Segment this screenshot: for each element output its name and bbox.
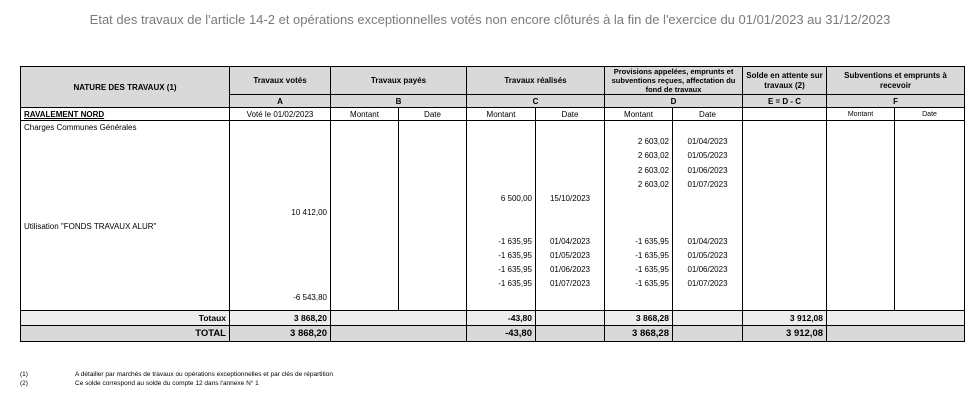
col-votes: [230, 121, 331, 311]
col-prov-montant-line: -1 635,95: [635, 236, 669, 246]
col-votes-line: [233, 249, 327, 263]
col-realises-montant-line: -1 635,95: [498, 250, 532, 260]
col-nature-line: [24, 178, 226, 192]
col-realises-montant-line: -1 635,95: [498, 279, 532, 289]
letter-f: F: [827, 95, 965, 108]
col-nature-line: [24, 249, 226, 263]
col-prov-date-line: [676, 206, 739, 220]
col-nature-line: [24, 235, 226, 249]
col-votes-line: [233, 178, 327, 192]
col-realises-date-line: [539, 135, 601, 149]
col-prov-date-line: 01/04/2023: [687, 236, 728, 246]
col-prov-date-line: 01/04/2023: [687, 137, 728, 147]
letter-d: D: [605, 95, 743, 108]
prov-montant-label: Montant: [605, 108, 673, 121]
col-prov-montant-line: 2 603,02: [637, 179, 669, 189]
col-realises-montant-line: -1 635,95: [498, 264, 532, 274]
col-realises-montant-line: [470, 291, 532, 305]
col-solde: [743, 121, 827, 311]
col-votes-line: [233, 121, 327, 135]
col-nature-line: [24, 277, 226, 291]
col-realises-date-line: [539, 178, 601, 192]
col-prov-montant-line: [608, 206, 669, 220]
col-payes-montant: [331, 121, 399, 311]
letter-a: A: [230, 95, 331, 108]
col-realises-montant-line: [470, 220, 532, 234]
col-prov-montant: [605, 121, 673, 311]
col-prov-montant-line: -1 635,95: [635, 279, 669, 289]
header-travaux-payes: Travaux payés: [331, 67, 467, 95]
total-label: TOTAL: [21, 326, 230, 342]
col-nature-line: Utilisation "FONDS TRAVAUX ALUR": [24, 222, 157, 232]
col-prov-montant-line: 2 603,02: [637, 137, 669, 147]
col-realises-date-line: [539, 206, 601, 220]
col-prov-montant-line: 2 603,02: [637, 151, 669, 161]
col-payes-date: [399, 121, 467, 311]
col-nature-line: [24, 149, 226, 163]
col-nature-line: [24, 263, 226, 277]
realises-date-label: Date: [536, 108, 605, 121]
col-realises-montant-line: -1 635,95: [498, 236, 532, 246]
col-votes-line: 10 412,00: [291, 208, 327, 218]
total-subv: [827, 326, 965, 342]
col-realises-date-line: [539, 149, 601, 163]
col-realises-montant-line: 6 500,00: [500, 193, 532, 203]
total-votes: 3 868,20: [230, 326, 331, 342]
col-realises-date-line: [539, 164, 601, 178]
col-prov-date: [673, 121, 743, 311]
col-prov-date-line: 01/07/2023: [687, 279, 728, 289]
total-row: [21, 326, 965, 342]
col-votes-line: [233, 135, 327, 149]
col-realises-date-line: [539, 291, 601, 305]
col-nature-line: [24, 206, 226, 220]
realises-montant-label: Montant: [467, 108, 536, 121]
total-realises-date: [536, 326, 605, 342]
header-provisions: Provisions appelées, emprunts et subventions reçues, affectation du fond de travaux: [605, 67, 743, 95]
col-subv-date: [895, 121, 965, 311]
total-realises: -43,80: [467, 326, 536, 342]
col-votes-line: [233, 164, 327, 178]
works-table: [20, 66, 965, 342]
total-solde: 3 912,08: [743, 326, 827, 342]
header-subventions: Subventions et emprunts à recevoir: [827, 67, 965, 95]
col-prov-date-line: 01/05/2023: [687, 151, 728, 161]
col-realises-date-line: [539, 121, 601, 135]
col-realises-montant-line: [470, 164, 532, 178]
totaux-solde: 3 912,08: [743, 311, 827, 326]
footnote-2-text: Ce solde correspond au solde du compte 12 dans l'annexe N° 1: [75, 380, 259, 387]
footnote-2: [20, 380, 259, 387]
col-prov-date-line: [676, 192, 739, 206]
subv-montant-label: Montant: [827, 108, 895, 121]
col-nature-line: [24, 192, 226, 206]
col-realises-date-line: [539, 220, 601, 234]
header-travaux-realises: Travaux réalisés: [467, 67, 605, 95]
col-realises-montant-line: [470, 178, 532, 192]
total-payes: [331, 326, 467, 342]
col-votes-line: [233, 220, 327, 234]
col-prov-date-line: 01/07/2023: [687, 179, 728, 189]
col-votes-line: [233, 263, 327, 277]
footnote-1-num: (1): [20, 371, 28, 378]
section-name: RAVALEMENT NORD: [21, 108, 230, 121]
total-prov-date: [673, 326, 743, 342]
col-prov-montant-line: [608, 121, 669, 135]
col-subv-montant: [827, 121, 895, 311]
col-nature-line: [24, 135, 226, 149]
col-prov-montant-line: [608, 192, 669, 206]
col-prov-montant-line: -1 635,95: [635, 250, 669, 260]
footnote-2-num: (2): [20, 380, 28, 387]
col-realises-montant-line: [470, 149, 532, 163]
header-nature: NATURE DES TRAVAUX (1): [21, 67, 230, 108]
totaux-realises: -43,80: [467, 311, 536, 326]
totaux-prov-date: [673, 311, 743, 326]
vote-date: Voté le 01/02/2023: [230, 108, 331, 121]
footnote-1-text: A détailler par marchés de travaux ou opérations exceptionnelles et par clés de répartition: [75, 371, 333, 378]
letter-b: B: [331, 95, 467, 108]
col-realises-montant-line: [470, 121, 532, 135]
col-realises-date-line: 01/07/2023: [549, 279, 591, 289]
totaux-provisions: 3 868,28: [605, 311, 673, 326]
col-realises-date-line: 01/06/2023: [549, 264, 591, 274]
col-votes-line: [233, 149, 327, 163]
col-prov-date-line: 01/05/2023: [687, 250, 728, 260]
col-realises-date: [536, 121, 605, 311]
payes-montant-label: Montant: [331, 108, 399, 121]
col-nature: [21, 121, 230, 311]
col-realises-montant-line: [470, 135, 532, 149]
col-prov-date-line: [676, 291, 739, 305]
totaux-label: Totaux: [21, 311, 230, 326]
header-solde: Solde en attente sur travaux (2): [743, 67, 827, 95]
payes-date-label: Date: [399, 108, 467, 121]
col-nature-line: [24, 291, 226, 305]
prov-date-label: Date: [673, 108, 743, 121]
col-votes-line: -6 543,80: [293, 293, 327, 303]
totaux-row: [21, 311, 965, 326]
col-realises-montant: [467, 121, 536, 311]
col-realises-montant-line: [470, 206, 532, 220]
col-prov-montant-line: -1 635,95: [635, 264, 669, 274]
col-realises-date-line: 01/04/2023: [549, 236, 591, 246]
col-prov-montant-line: [608, 291, 669, 305]
total-provisions: 3 868,28: [605, 326, 673, 342]
col-realises-date-line: 15/10/2023: [549, 193, 591, 203]
col-prov-montant-line: 2 603,02: [637, 165, 669, 175]
col-nature-line: [24, 164, 226, 178]
totaux-votes: 3 868,20: [230, 311, 331, 326]
col-votes-line: [233, 192, 327, 206]
col-votes-line: [233, 235, 327, 249]
letter-c: C: [467, 95, 605, 108]
col-realises-date-line: 01/05/2023: [549, 250, 591, 260]
totaux-payes: [331, 311, 467, 326]
col-votes-line: [233, 277, 327, 291]
col-prov-date-line: [676, 220, 739, 234]
solde-sub-empty: [743, 108, 827, 121]
page-title: Etat des travaux de l'article 14-2 et opérations exceptionnelles votés non encore clôturés à la fin de l'exercice du 01/01/2023 au 31/12/2023: [89, 12, 891, 27]
totaux-subv: [827, 311, 965, 326]
col-prov-date-line: [676, 121, 739, 135]
letter-e: E = D - C: [743, 95, 827, 108]
col-prov-date-line: 01/06/2023: [687, 264, 728, 274]
header-travaux-votes: Travaux votés: [230, 67, 331, 95]
totaux-realises-date: [536, 311, 605, 326]
footnote-1: [20, 371, 333, 378]
col-nature-line: Charges Communes Générales: [24, 123, 137, 132]
col-prov-date-line: 01/06/2023: [687, 165, 728, 175]
subv-date-label: Date: [895, 108, 965, 121]
col-prov-montant-line: [608, 220, 669, 234]
